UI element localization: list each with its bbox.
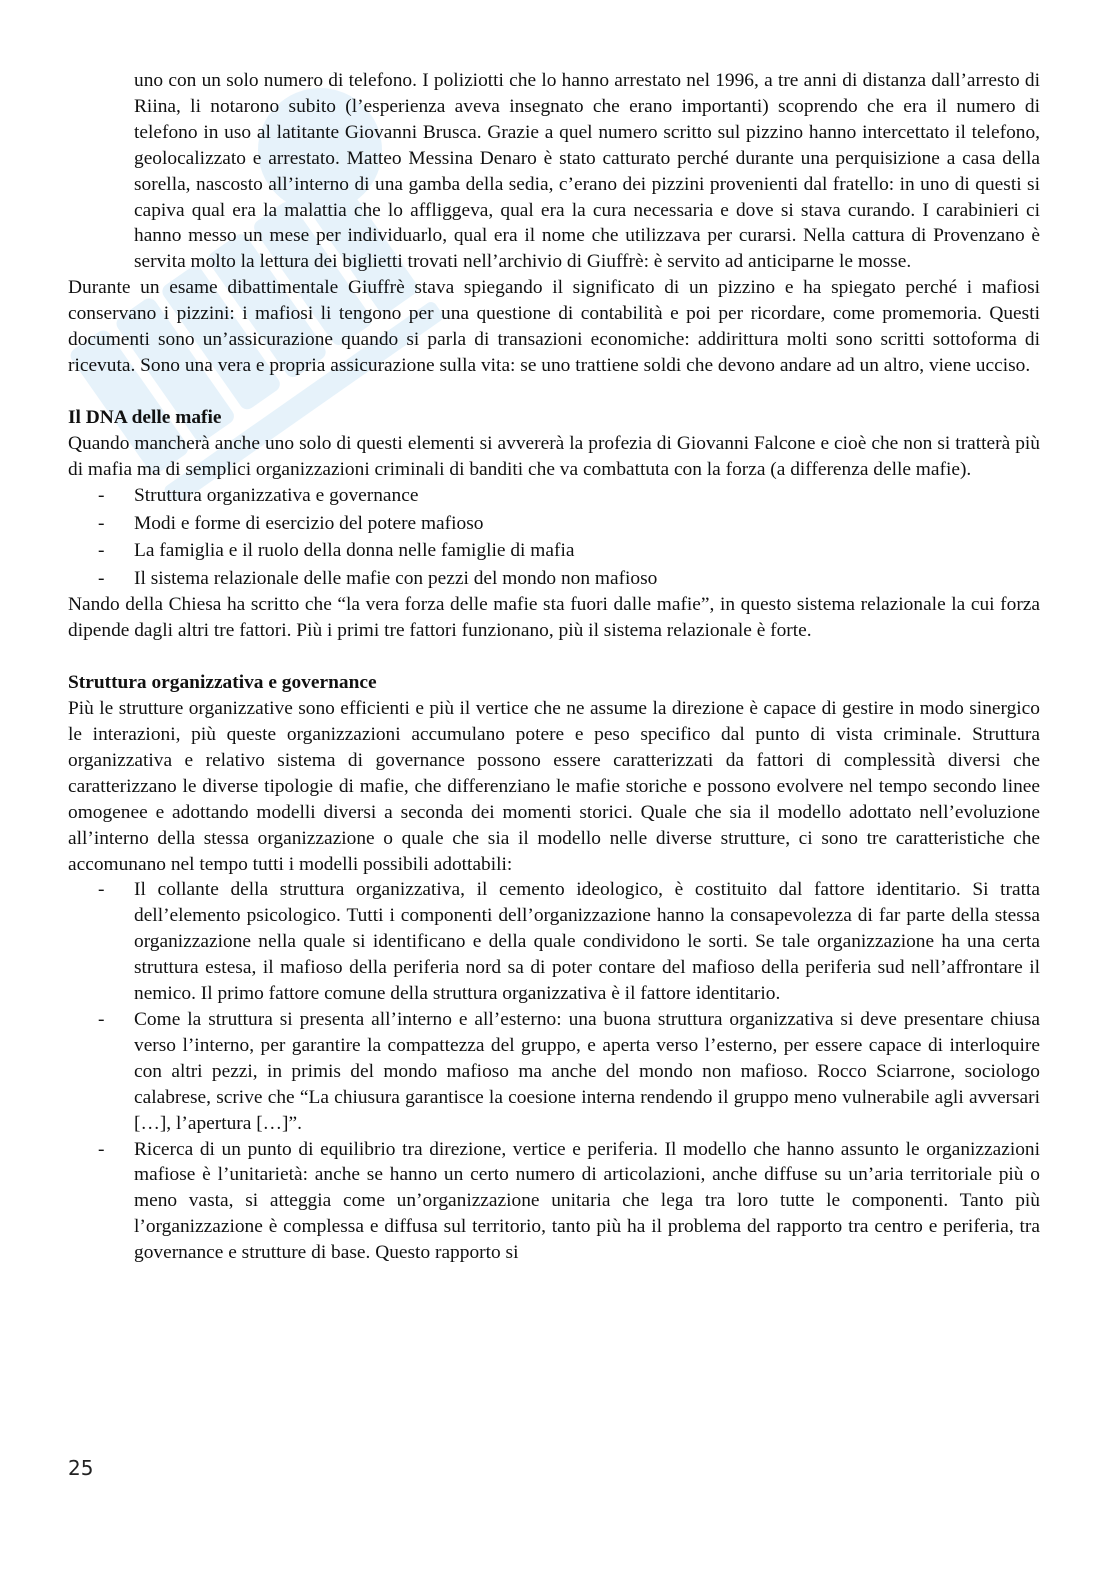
list-item: - Struttura organizzativa e governance — [68, 482, 1040, 510]
list-item: - Come la struttura si presenta all’interno e all’esterno: una buona struttura organizzativa si deve presentare chiusa verso l’interno, per garantire la compattezza del gruppo, e aperta verso l’esterno, per essere capace di interloquire con altri pezzi, in primis del mondo mafioso ma anche del mondo non mafioso. Rocco Sciarrone, sociologo calabrese, scrive che “La chiusura garantisce la coesione interna rendendo il gruppo meno vulnerabile agli avversari […], l’apertura […]”. — [98, 1008, 1040, 1134]
paragraph-struttura-intro: Più le strutture organizzative sono efficienti e più il vertice che ne assume la direzione è capace di gestire in modo sinergico le interazioni, più queste organizzazioni accumulano potere e peso specifico dal punto di vista criminale. Struttura organizzativa e relativo sistema di governance possono essere caratterizzati da fattori di complessità diversi che caratterizzano le diverse tipologie di mafie, che differenziano le mafie storiche e possono evolvere nel tempo secondo linee omogenee e adottando modelli diversi a seconda dei momenti storici. Quale che sia il modello adottato nell’evoluzione all’interno della stessa organizzazione o quale che sia il modello nelle diverse strutture, ci sono tre caratteristiche che accomunano nel tempo tutti i modelli possibili adottabili: — [68, 698, 1040, 875]
heading-dna-mafie: Il DNA delle mafie — [68, 406, 222, 428]
list-item: - Il sistema relazionale delle mafie con pezzi del mondo non mafioso — [68, 565, 1040, 593]
paragraph-dna-intro: Quando mancherà anche uno solo di questi elementi si avvererà la profezia di Giovanni Falcone e cioè che non si tratterà più di mafia ma di semplici organizzazioni criminali di banditi che va combattuta con la forza (a differenza delle mafie). — [68, 432, 1040, 480]
dash-bullet: - — [98, 512, 105, 534]
dash-bullet: - — [98, 1138, 105, 1160]
struttura-characteristics-list — [68, 877, 1040, 1266]
paragraph-dna-outro: Nando della Chiesa ha scritto che “la vera forza delle mafie sta fuori dalle mafie”, in questo sistema relazionale la cui forza dipende dagli altri tre fattori. Più i primi tre fattori funzionano, più il sistema relazionale è forte. — [68, 594, 1040, 642]
list-item: - Ricerca di un punto di equilibrio tra direzione, vertice e periferia. Il modello che hanno assunto le organizzazioni mafiose è l’unitarietà: anche se hanno un certo numero di articolazioni, anche diffuse su un’aria territoriale più o meno vasta, si atteggia come un’organizzazione unitaria che lega tra loro tutte le componenti. Tanto più l’organizzazione è complessa e diffusa sul territorio, tanto più ha il problema del rapporto tra centro e periferia, tra governance e strutture di base. Questo rapporto si — [98, 1138, 1040, 1264]
dash-bullet: - — [98, 1008, 105, 1030]
dash-bullet: - — [98, 567, 105, 589]
dash-bullet: - — [98, 879, 105, 901]
dash-bullet: - — [98, 540, 105, 562]
document-page — [68, 68, 1040, 1266]
paragraph-giuffre-exam: Durante un esame dibattimentale Giuffrè stava spiegando il significato di un pizzino e ha spiegato perché i mafiosi conservano i pizzini: i mafiosi li tengono per una questione di contabilità e poi per ricordare, come promemoria. Questi documenti sono un’assicurazione quando si parla di transazioni economiche: addirittura molti sono scritti sottoforma di ricevuta. Sono una vera e propria assicurazione sulla vita: se uno trattiene soldi che devono andare ad un altro, viene ucciso. — [68, 277, 1040, 376]
dna-elements-list — [68, 482, 1040, 592]
page-number: 25 — [68, 1456, 94, 1480]
heading-struttura-governance: Struttura organizzativa e governance — [68, 672, 377, 694]
paragraph-pizzini-arrests: uno con un solo numero di telefono. I poliziotti che lo hanno arrestato nel 1996, a tre anni di distanza dall’arresto di Riina, li notarono subito (l’esperienza aveva insegnato che erano importanti) scoprendo che era il numero di telefono in uso al latitante Giovanni Brusca. Grazie a quel numero scritto sul pizzino hanno intercettato il telefono, geolocalizzato e arrestato. Matteo Messina Denaro è stato catturato perché durante una perquisizione a casa della sorella, nascosto all’interno di una gamba della sedia, c’erano dei pizzini provenienti dal fratello: in uno di questi si capiva qual era la malattia che lo affliggeva, qual era la cura necessaria e dove si stava curando. I carabinieri ci hanno messo un mese per individuarlo, qual era il nome che utilizzava per curarsi. Nella cattura di Provenzano è servita molto la lettura dei biglietti trovati nell’archivio di Giuffrè: è servito ad anticiparne le mosse. — [134, 70, 1040, 273]
dash-bullet: - — [98, 485, 105, 507]
list-item: - La famiglia e il ruolo della donna nelle famiglie di mafia — [68, 537, 1040, 565]
list-item: - Modi e forme di esercizio del potere mafioso — [68, 510, 1040, 538]
list-item: - Il collante della struttura organizzativa, il cemento ideologico, è costituito dal fattore identitario. Si tratta dell’elemento psicologico. Tutti i componenti dell’organizzazione hanno la consapevolezza di far parte della stessa organizzazione nella quale si identificano e della quale condividono le sorti. Se tale organizzazione ha una certa struttura estesa, il mafioso della periferia nord sa di poter contare del mafioso della periferia sud nell’affrontare il nemico. Il primo fattore comune della struttura organizzativa è il fattore identitario. — [98, 879, 1040, 1005]
